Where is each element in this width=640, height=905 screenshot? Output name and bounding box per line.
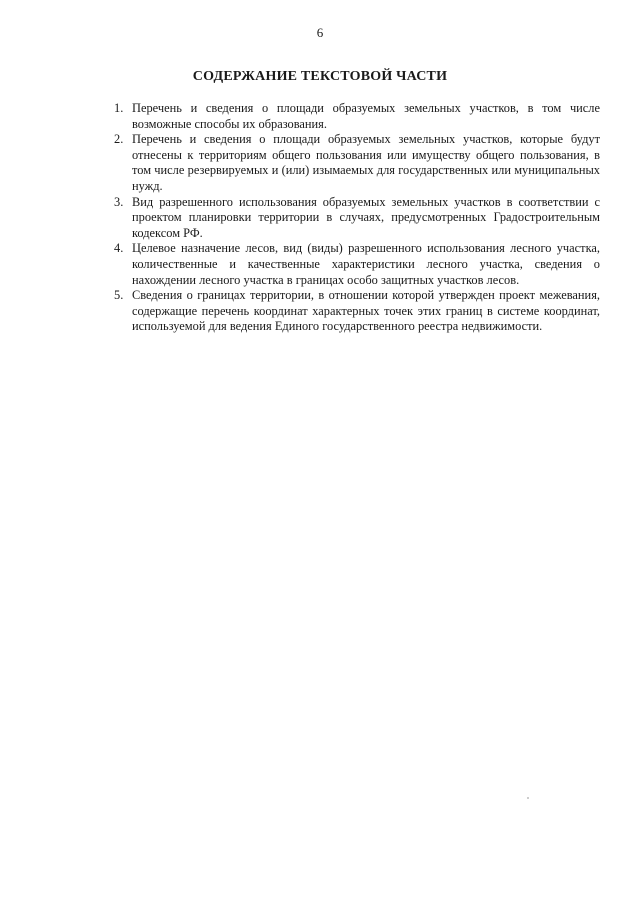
list-item [114, 288, 600, 335]
list-item [114, 241, 600, 288]
item-text: Перечень и сведения о площади образуемых земельных участков, в том числе возможные способы их образования. [132, 101, 600, 131]
list-item [114, 195, 600, 242]
item-number: 3. [114, 194, 124, 209]
item-text: Вид разрешенного использования образуемых земельных участков в соответствии с проектом планировки территории в случаях, предусмотренных Градостроительным кодексом РФ. [132, 194, 600, 240]
contents-list [114, 101, 600, 335]
item-number: 5. [114, 288, 124, 303]
page-title: СОДЕРЖАНИЕ ТЕКСТОВОЙ ЧАСТИ [192, 69, 448, 84]
item-number: 1. [114, 101, 124, 115]
list-item [114, 101, 600, 132]
item-number: 4. [114, 241, 124, 256]
scan-speck [527, 797, 529, 799]
list-item [114, 132, 600, 194]
item-text: Целевое назначение лесов, вид (виды) разрешенного использования лесного участка, количественные и качественные характеристики лесного участка, сведения о нахождении лесного участка в границах особо защитных участков лесов. [132, 241, 600, 287]
item-number: 2. [114, 132, 124, 147]
item-text: Перечень и сведения о площади образуемых земельных участков, которые будут отнесены к территориям общего пользования или имуществу общего пользования, в том числе резервируемых и (или) изымаемых для государственных или муниципальных нужд. [132, 132, 600, 193]
item-text: Сведения о границах территории, в отношении которой утвержден проект межевания, содержащие перечень координат характерных точек этих границ в системе координат, используемой для ведения Единого государственного реестра недвижимости. [132, 288, 600, 334]
page-number: 6 [316, 25, 324, 40]
